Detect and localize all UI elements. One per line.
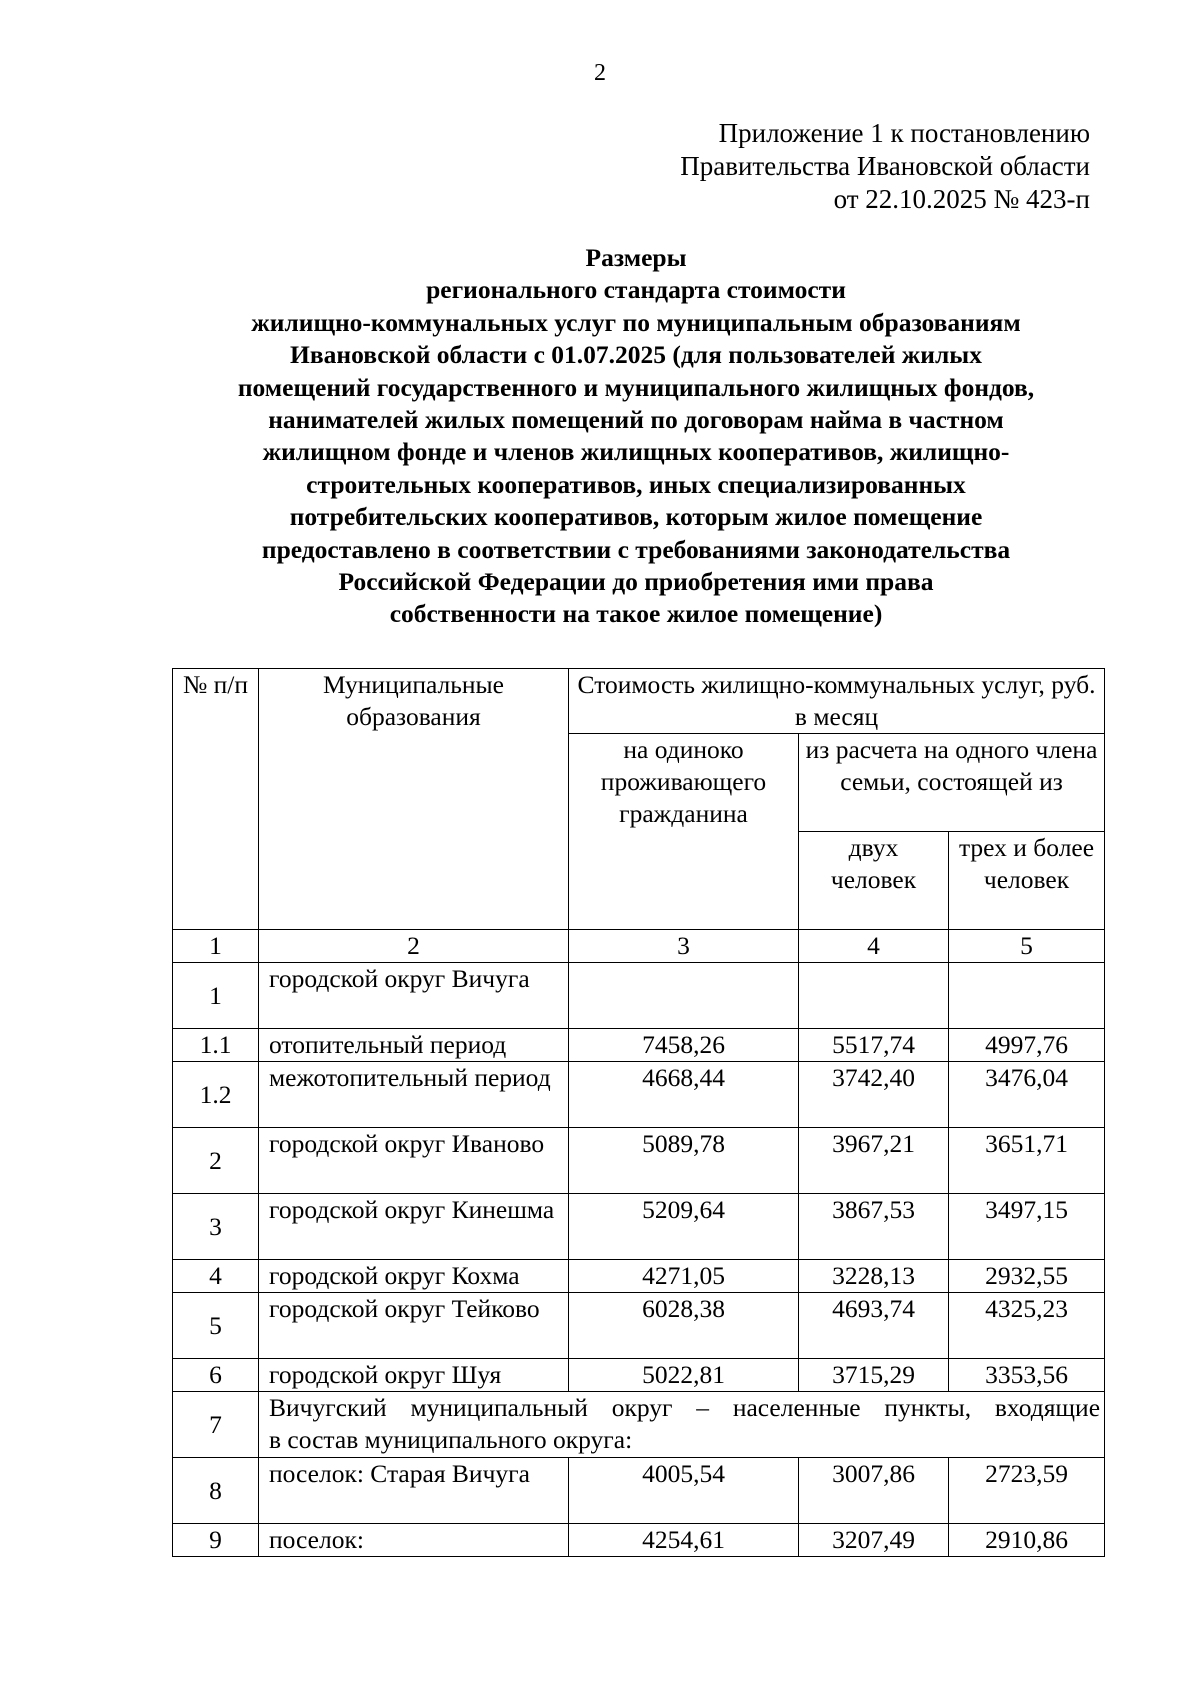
row-two-value: 3715,29 [799,1359,949,1392]
row-number: 2 [173,1128,259,1194]
row-three-value: 3651,71 [949,1128,1105,1194]
row-municipal: городской округ Кинешма [259,1194,569,1260]
table-row [173,1029,1105,1062]
table-row [173,1128,1105,1194]
row-two-value: 4693,74 [799,1293,949,1359]
row-municipal: городской округ Тейково [259,1293,569,1359]
row-two-value: 3007,86 [799,1458,949,1524]
title-line: собственности на такое жилое помещение) [389,599,883,629]
row-number: 7 [173,1392,259,1458]
table-row [173,1524,1105,1557]
title-line: помещений государственного и муниципального жилищных фондов, [237,372,1035,402]
header-per-member: из расчета на одного члена семьи, состоящей из [799,734,1105,832]
row-single-value: 4271,05 [569,1260,799,1293]
row-single-value: 5022,81 [569,1359,799,1392]
title-line: регионального стандарта стоимости [426,275,846,305]
header-municipal: Муниципальные образования [259,669,569,930]
page-number: 2 [594,60,606,86]
title-line: строительных кооперативов, иных специализированных [306,469,966,499]
row-three-value: 4325,23 [949,1293,1105,1359]
row-single-value: 4254,61 [569,1524,799,1557]
row-three-value: 3476,04 [949,1062,1105,1128]
title-line: Размеры [585,243,687,272]
row-municipal: городской округ Иваново [259,1128,569,1194]
table-row [173,1194,1105,1260]
row-number: 4 [173,1260,259,1293]
table-row [173,1293,1105,1359]
row-single-value [569,963,799,1029]
row-number: 8 [173,1458,259,1524]
document-title [160,242,1112,631]
row-number: 1.2 [173,1062,259,1128]
row-three-value: 2932,55 [949,1260,1105,1293]
table-row [173,1062,1105,1128]
title-line: предоставлено в соответствии с требованиями законодательства [261,534,1011,564]
title-line: Ивановской области с 01.07.2025 (для пользователей жилых [290,340,982,370]
row-single-value: 4668,44 [569,1062,799,1128]
row-municipal: межотопительный период [259,1062,569,1128]
row-number: 9 [173,1524,259,1557]
table-row [173,1260,1105,1293]
row-three-value: 2723,59 [949,1458,1105,1524]
row-three-value: 3353,56 [949,1359,1105,1392]
column-numbers-row [173,930,1105,963]
header-cost: Стоимость жилищно-коммунальных услуг, руб. в месяц [569,669,1105,734]
header-two-persons: двух человек [799,832,949,930]
title-line: жилищном фонде и членов жилищных кооперативов, жилищно- [262,437,1010,467]
row-number: 6 [173,1359,259,1392]
header-three-persons: трех и более человек [949,832,1105,930]
district-line: Вичугский муниципальный округ – населенные пункты, входящие [269,1393,1101,1422]
row-two-value: 3228,13 [799,1260,949,1293]
table-row [173,963,1105,1029]
column-number: 1 [173,930,259,963]
title-line: Российской Федерации до приобретения ими права [338,567,934,597]
row-single-value: 4005,54 [569,1458,799,1524]
row-single-value: 5209,64 [569,1194,799,1260]
appendix-line: от 22.10.2025 № 423-п [833,184,1090,214]
row-municipal: городской округ Кохма [259,1260,569,1293]
row-two-value: 3867,53 [799,1194,949,1260]
column-number: 3 [569,930,799,963]
column-number: 2 [259,930,569,963]
row-two-value: 3967,21 [799,1128,949,1194]
title-line: жилищно-коммунальных услуг по муниципальным образованиям [251,307,1021,337]
row-number: 1 [173,963,259,1029]
column-number: 5 [949,930,1105,963]
district-line: в состав муниципального округа: [269,1425,633,1454]
row-number: 1.1 [173,1029,259,1062]
row-municipal: городской округ Шуя [259,1359,569,1392]
row-municipal-district [259,1392,1105,1458]
title-line: нанимателей жилых помещений по договорам найма в частном [268,405,1004,435]
row-three-value: 2910,86 [949,1524,1105,1557]
header-single: на одиноко проживающего гражданина [569,734,799,930]
row-three-value: 3497,15 [949,1194,1105,1260]
row-municipal: отопительный период [259,1029,569,1062]
row-two-value [799,963,949,1029]
row-single-value: 5089,78 [569,1128,799,1194]
header-number: № п/п [173,669,259,930]
appendix-line: Правительства Ивановской области [680,151,1090,181]
table-row [173,1458,1105,1524]
row-municipal: поселок: [259,1524,569,1557]
row-number: 3 [173,1194,259,1260]
appendix-line: Приложение 1 к постановлению [718,118,1090,148]
row-single-value: 7458,26 [569,1029,799,1062]
column-number: 4 [799,930,949,963]
row-single-value: 6028,38 [569,1293,799,1359]
row-three-value [949,963,1105,1029]
table-row [173,1359,1105,1392]
row-municipal: поселок: Старая Вичуга [259,1458,569,1524]
rates-table [172,668,1105,1557]
row-three-value: 4997,76 [949,1029,1105,1062]
row-number: 5 [173,1293,259,1359]
title-line: потребительских кооперативов, которым жилое помещение [289,502,983,532]
row-municipal: городской округ Вичуга [259,963,569,1029]
table-row-wide [173,1392,1105,1458]
appendix-reference [680,117,1090,216]
row-two-value: 3742,40 [799,1062,949,1128]
row-two-value: 3207,49 [799,1524,949,1557]
row-two-value: 5517,74 [799,1029,949,1062]
